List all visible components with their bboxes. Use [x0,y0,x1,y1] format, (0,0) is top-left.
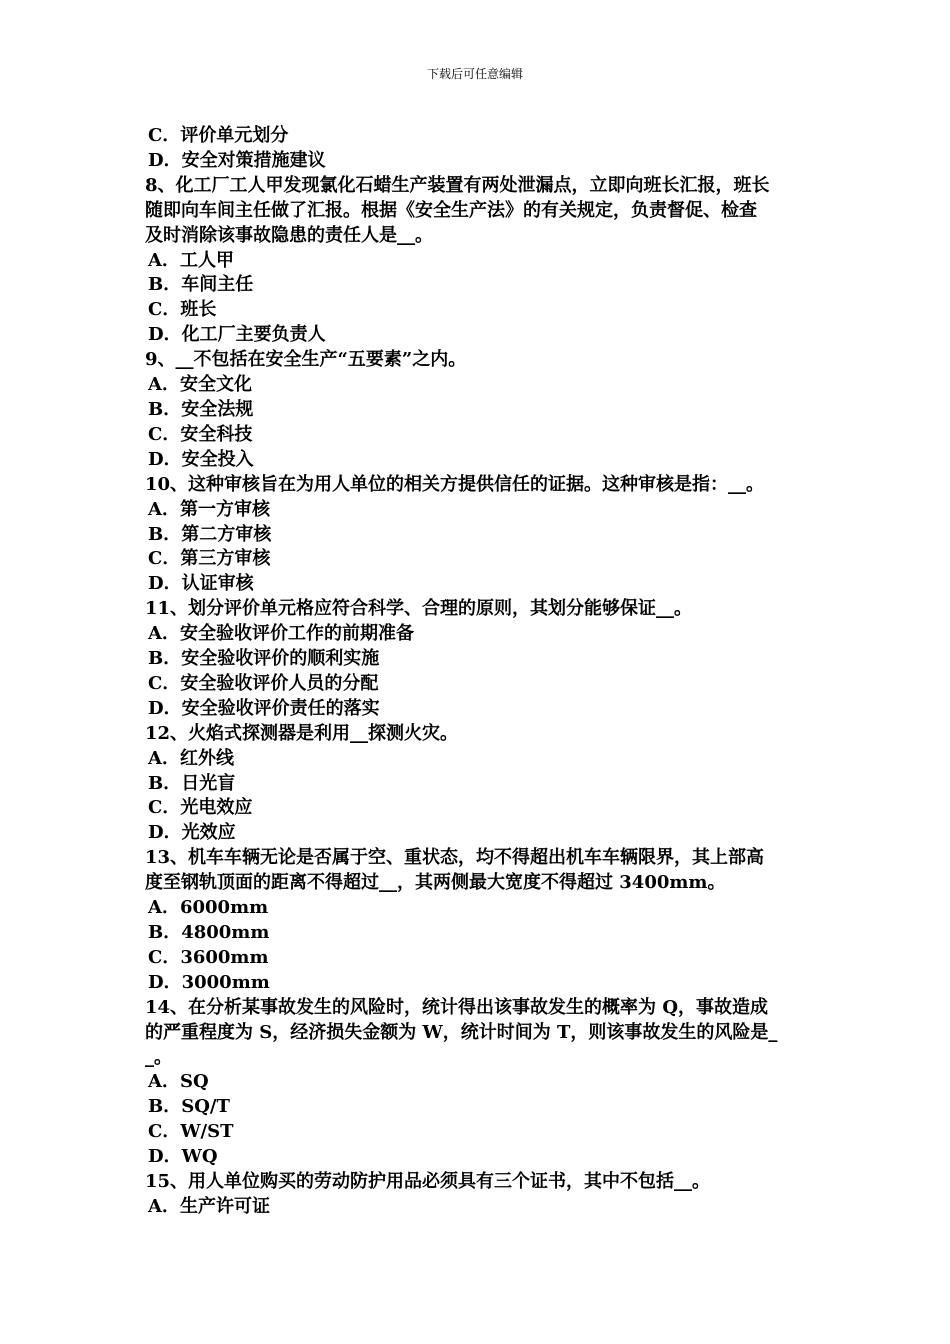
answer-option: B．安全法规 [148,398,254,420]
question-text-line: 8、化工厂工人甲发现氯化石蜡生产装置有两处泄漏点，立即向班长汇报，班长 [145,174,770,196]
answer-option: A．SQ [148,1071,209,1093]
answer-option: B．安全验收评价的顺利实施 [148,648,380,670]
answer-option: A．6000mm [148,897,269,919]
answer-option: D．化工厂主要负责人 [148,324,326,346]
answer-option: A．红外线 [148,747,234,769]
answer-option: C．光电效应 [148,797,253,819]
answer-option: D．安全验收评价责任的落实 [148,697,380,719]
answer-option: D．WQ [148,1146,218,1168]
answer-option: B．SQ/T [148,1096,230,1118]
answer-option: C．第三方审核 [148,548,271,570]
answer-option: A．第一方审核 [148,498,270,520]
question-text-line: 的严重程度为 S，经济损失金额为 W，统计时间为 T，则该事故发生的风险是_ [145,1021,778,1043]
question-text-line: 12、火焰式探测器是利用__探测火灾。 [145,722,459,744]
answer-option: A．安全验收评价工作的前期准备 [148,623,414,645]
question-text-line: 10、这种审核旨在为用人单位的相关方提供信任的证据。这种审核是指：__。 [145,473,765,495]
answer-option: D．3000mm [148,971,270,993]
answer-option: B．日光盲 [148,772,236,794]
question-text-line: 随即向车间主任做了汇报。根据《安全生产法》的有关规定，负责督促、检查 [145,199,757,221]
answer-option: A．生产许可证 [148,1195,270,1217]
answer-option: D．认证审核 [148,573,254,595]
answer-option: C．安全科技 [148,423,253,445]
page-header: 下载后可任意编辑 [426,67,523,81]
question-text-line: 14、在分析某事故发生的风险时，统计得出该事故发生的概率为 Q，事故造成 [145,996,768,1018]
answer-option: B．4800mm [148,922,270,943]
answer-option: B．车间主任 [148,274,254,296]
answer-option: C．班长 [148,299,217,321]
answer-option: C．安全验收评价人员的分配 [148,672,379,694]
answer-option: D．安全对策措施建议 [148,149,326,171]
question-text-line: 15、用人单位购买的劳动防护用品必须具有三个证书，其中不包括__。 [145,1171,711,1193]
answer-option: C．W/ST [148,1121,234,1143]
question-text-line: 度至钢轨顶面的距离不得超过__，其两侧最大宽度不得超过 3400mm。 [145,872,726,894]
answer-option: D．光效应 [148,822,236,844]
question-text-line: 及时消除该事故隐患的责任人是__。 [145,224,433,246]
question-text-line: 9、__不包括在安全生产“五要素”之内。 [145,349,467,371]
question-text-line: _。 [145,1046,172,1068]
document-body [145,124,810,1220]
question-text-line: 13、机车车辆无论是否属于空、重状态，均不得超出机车车辆限界，其上部高 [145,847,765,869]
answer-option: A．安全文化 [148,374,252,396]
answer-option: C．评价单元划分 [148,125,289,146]
answer-option: A．工人甲 [148,249,234,271]
answer-option: D．安全投入 [148,448,254,470]
question-text-line: 11、划分评价单元格应符合科学、合理的原则，其划分能够保证__。 [145,598,693,620]
answer-option: C．3600mm [148,946,269,968]
answer-option: B．第二方审核 [148,523,272,545]
